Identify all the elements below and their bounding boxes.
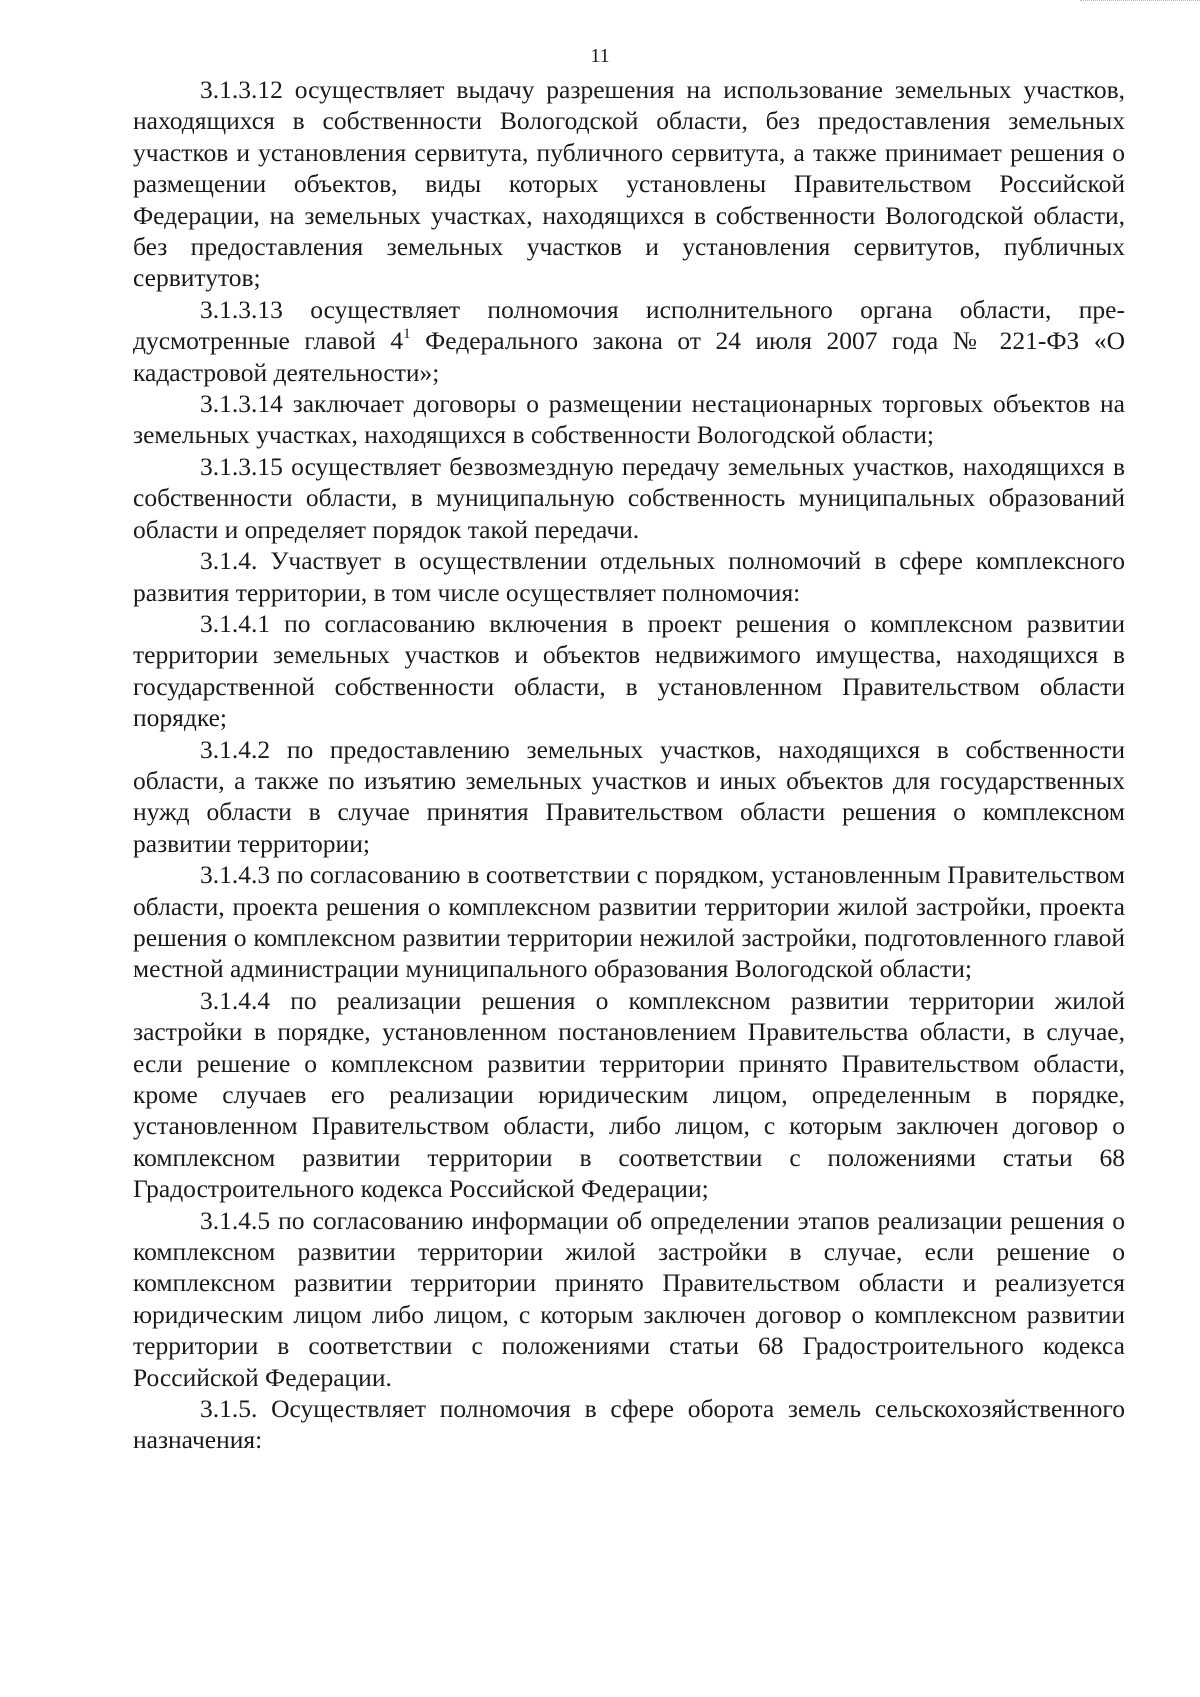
paragraph-3-1-4-5: 3.1.4.5 по согласованию информации об определении этапов реализации решения о комплексном развитии территории жилой застройки в случае, если решение о комплексном развитии территории принято Правительством области и реализуется юридическим лицом либо лицом, с которым заключен договор о комплексном развитии территории в соответствии с положениями статьи 68 Градостроительного кодекса Российской Федерации.	[133, 1205, 1125, 1392]
paragraph-3-1-4-3: 3.1.4.3 по согласованию в соответствии с порядком, установленным Правительством области, проекта решения о комплексном развитии территории жилой застройки, проекта решения о комплексном развитии территории нежилой застройки, подготовленного главой местной администрации муниципального образования Вологодской области;	[133, 860, 1125, 984]
paragraph-3-1-3-13	[133, 294, 1125, 388]
paragraph-3-1-4: 3.1.4. Участвует в осуществлении отдельных полномочий в сфере комплексного развития территории, в том числе осуществляет полномочия:	[133, 546, 1125, 607]
scan-edge-mark	[1080, 0, 1200, 7]
paragraph-3-1-4-1: 3.1.4.1 по согласованию включения в проект решения о комплексном развитии территории земельных участков и объектов недвижимого имущества, находящихся в государственной собственности области, в установленном Правительством области порядке;	[133, 608, 1125, 733]
paragraph-3-1-4-4: 3.1.4.4 по реализации решения о комплексном развитии территории жилой застройки в порядке, установленном постановлением Правительства области, в случае, если решение о комплексном развитии территории принято Правительством области, кроме случаев его реализации юридическим лицом, определенным в порядке, установленном Правительством области, либо лицом, с которым заключен договор о комплексном развитии территории в соответствии с положениями статьи 68 Градостроительного кодекса Российской Федерации;	[133, 985, 1125, 1204]
page-number: 11	[590, 45, 610, 67]
paragraph-3-1-4-2: 3.1.4.2 по предоставлению земельных участков, находящихся в собственности области, а также по изъятию земельных участков и иных объектов для государственных нужд области в случае принятия Правительством области решения о комплексном развитии территории;	[133, 734, 1125, 858]
document-body	[133, 74, 1125, 1456]
paragraph-3-1-3-13-end: Федерального закона от 24 июля 2007 года № 221-ФЗ «О кадастровой деятельности»;	[133, 326, 1125, 387]
paragraph-3-1-5: 3.1.5. Осуществляет полномочия в сфере оборота земель сельскохозяйственного назначения:	[133, 1394, 1125, 1455]
paragraph-3-1-3-14: 3.1.3.14 заключает договоры о размещении нестационарных торговых объектов на земельных участках, находящихся в собственности Вологодской области;	[133, 389, 1125, 450]
chapter-superscript: 1	[403, 326, 411, 343]
paragraph-3-1-3-15: 3.1.3.15 осуществляет безвозмездную передачу земельных участков, находящихся в собственности области, в муниципальную собственность муниципальных образований области и определяет порядок такой передачи.	[133, 451, 1125, 544]
paragraph-3-1-3-13-start: 3.1.3.13 осуществляет полномочия исполнительного органа области, предусмотренные главой 4	[133, 294, 1125, 356]
paragraph-3-1-3-12: 3.1.3.12 осуществляет выдачу разрешения на использование земельных участков, находящихся в собственности Вологодской области, без предоставления земельных участков и установления сервитута, публичного сервитута, а также принимает решения о размещении объектов, виды которых установлены Правительством Российской Федерации, на земельных участках, находящихся в собственности Вологодской области, без предоставления земельных участков и установления сервитутов, публичных сервитутов;	[133, 75, 1125, 293]
